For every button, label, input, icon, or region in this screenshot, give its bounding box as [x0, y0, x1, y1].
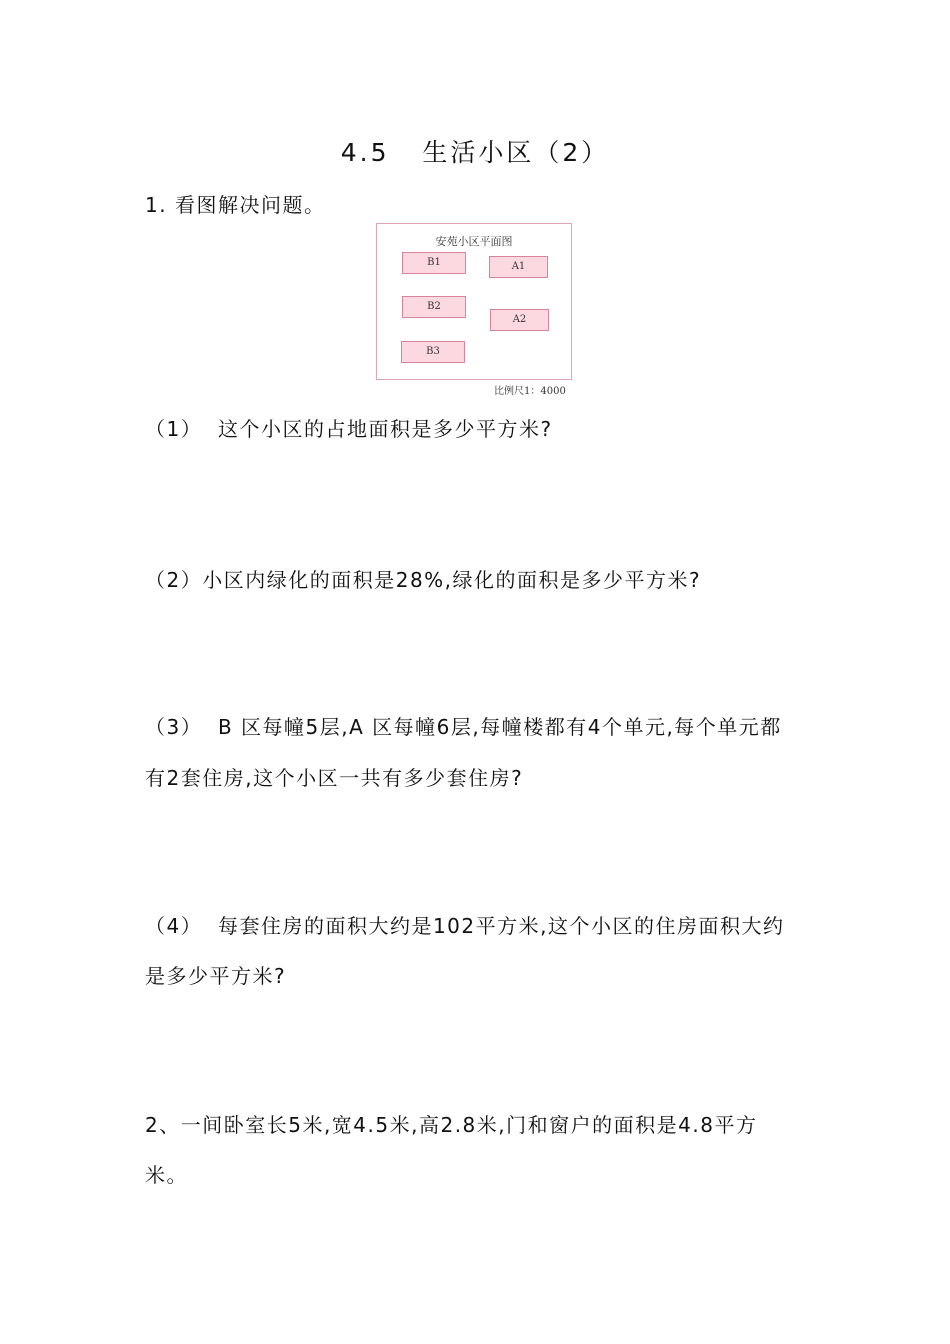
- map-scale: 比例尺1：4000: [494, 386, 566, 397]
- question-3-line-2: 有2套住房,这个小区一共有多少套住房?: [145, 766, 524, 790]
- map-title: 安苑小区平面图: [435, 235, 513, 248]
- building-b2: B2: [402, 296, 466, 318]
- building-a2: A2: [490, 309, 549, 331]
- problem-2-line-2: 米。: [145, 1163, 188, 1187]
- question-4-line-2: 是多少平方米?: [145, 964, 287, 988]
- question-1: （1） 这个小区的占地面积是多少平方米?: [145, 417, 553, 441]
- community-plan-map: [376, 223, 572, 380]
- building-b3: B3: [401, 341, 465, 363]
- building-a1: A1: [489, 256, 548, 278]
- question-4-line-1: （4） 每套住房的面积大约是102平方米,这个小区的住房面积大约: [145, 914, 785, 938]
- problem-1-heading: 1. 看图解决问题。: [145, 193, 326, 217]
- question-2: （2）小区内绿化的面积是28%,绿化的面积是多少平方米?: [145, 568, 702, 592]
- page-title: 4.5 生活小区（2）: [340, 138, 610, 167]
- question-3-line-1: （3） B 区每幢5层,A 区每幢6层,每幢楼都有4个单元,每个单元都: [145, 715, 782, 739]
- problem-2-line-1: 2、一间卧室长5米,宽4.5米,高2.8米,门和窗户的面积是4.8平方: [145, 1113, 758, 1137]
- building-b1: B1: [402, 252, 466, 274]
